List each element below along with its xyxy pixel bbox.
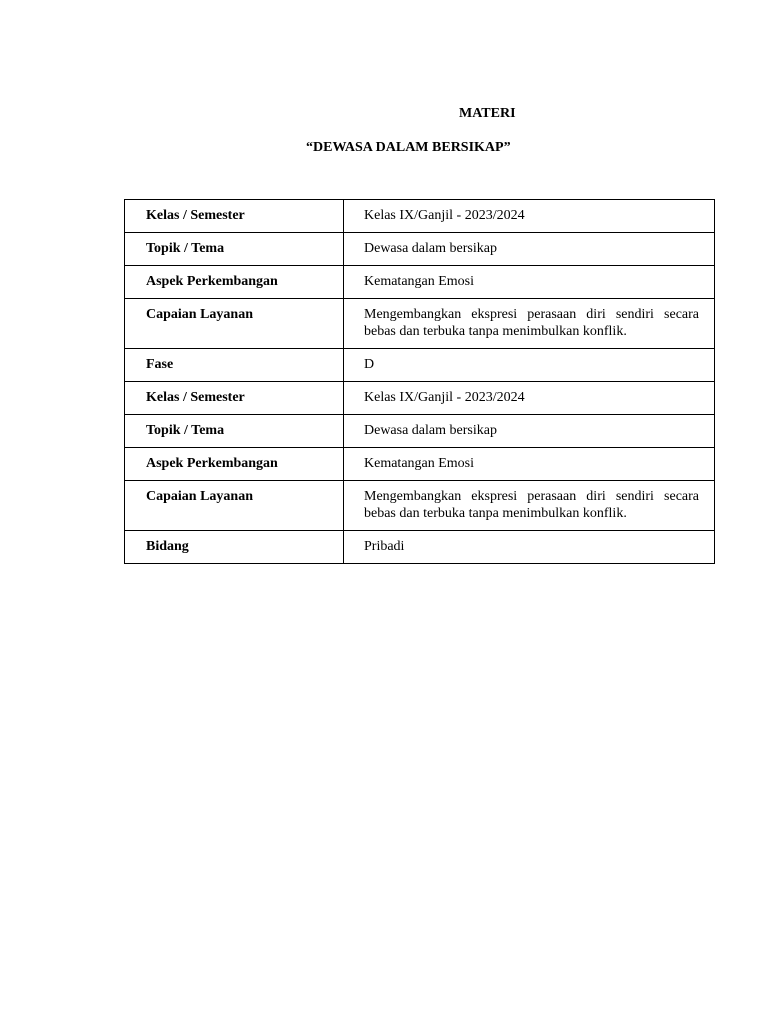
row-value: Kelas IX/Ganjil - 2023/2024 (344, 200, 715, 233)
table-row (125, 200, 715, 233)
table-row (125, 531, 715, 564)
row-label: Aspek Perkembangan (125, 448, 344, 481)
row-label: Aspek Perkembangan (125, 266, 344, 299)
info-table (124, 199, 715, 564)
table-row (125, 233, 715, 266)
row-label: Kelas / Semester (125, 200, 344, 233)
row-value: Dewasa dalam bersikap (344, 415, 715, 448)
row-label: Kelas / Semester (125, 382, 344, 415)
row-label: Fase (125, 349, 344, 382)
row-value: Mengembangkan ekspresi perasaan diri sendiri secara bebas dan terbuka tanpa menimbulkan konflik. (344, 299, 715, 349)
table-row (125, 349, 715, 382)
row-value: Mengembangkan ekspresi perasaan diri sendiri secara bebas dan terbuka tanpa menimbulkan konflik. (344, 481, 715, 531)
table-row (125, 266, 715, 299)
row-value: Kematangan Emosi (344, 448, 715, 481)
table-row (125, 299, 715, 349)
row-label: Capaian Layanan (125, 299, 344, 349)
table-row (125, 481, 715, 531)
row-label: Capaian Layanan (125, 481, 344, 531)
row-value: Kematangan Emosi (344, 266, 715, 299)
document-subtitle: “DEWASA DALAM BERSIKAP” (306, 140, 511, 155)
row-value: Dewasa dalam bersikap (344, 233, 715, 266)
row-label: Topik / Tema (125, 415, 344, 448)
table-row (125, 415, 715, 448)
row-label: Topik / Tema (125, 233, 344, 266)
row-label: Bidang (125, 531, 344, 564)
document-title: MATERI (459, 106, 516, 121)
table-row (125, 448, 715, 481)
row-value: Pribadi (344, 531, 715, 564)
row-value: D (344, 349, 715, 382)
row-value: Kelas IX/Ganjil - 2023/2024 (344, 382, 715, 415)
table-row (125, 382, 715, 415)
